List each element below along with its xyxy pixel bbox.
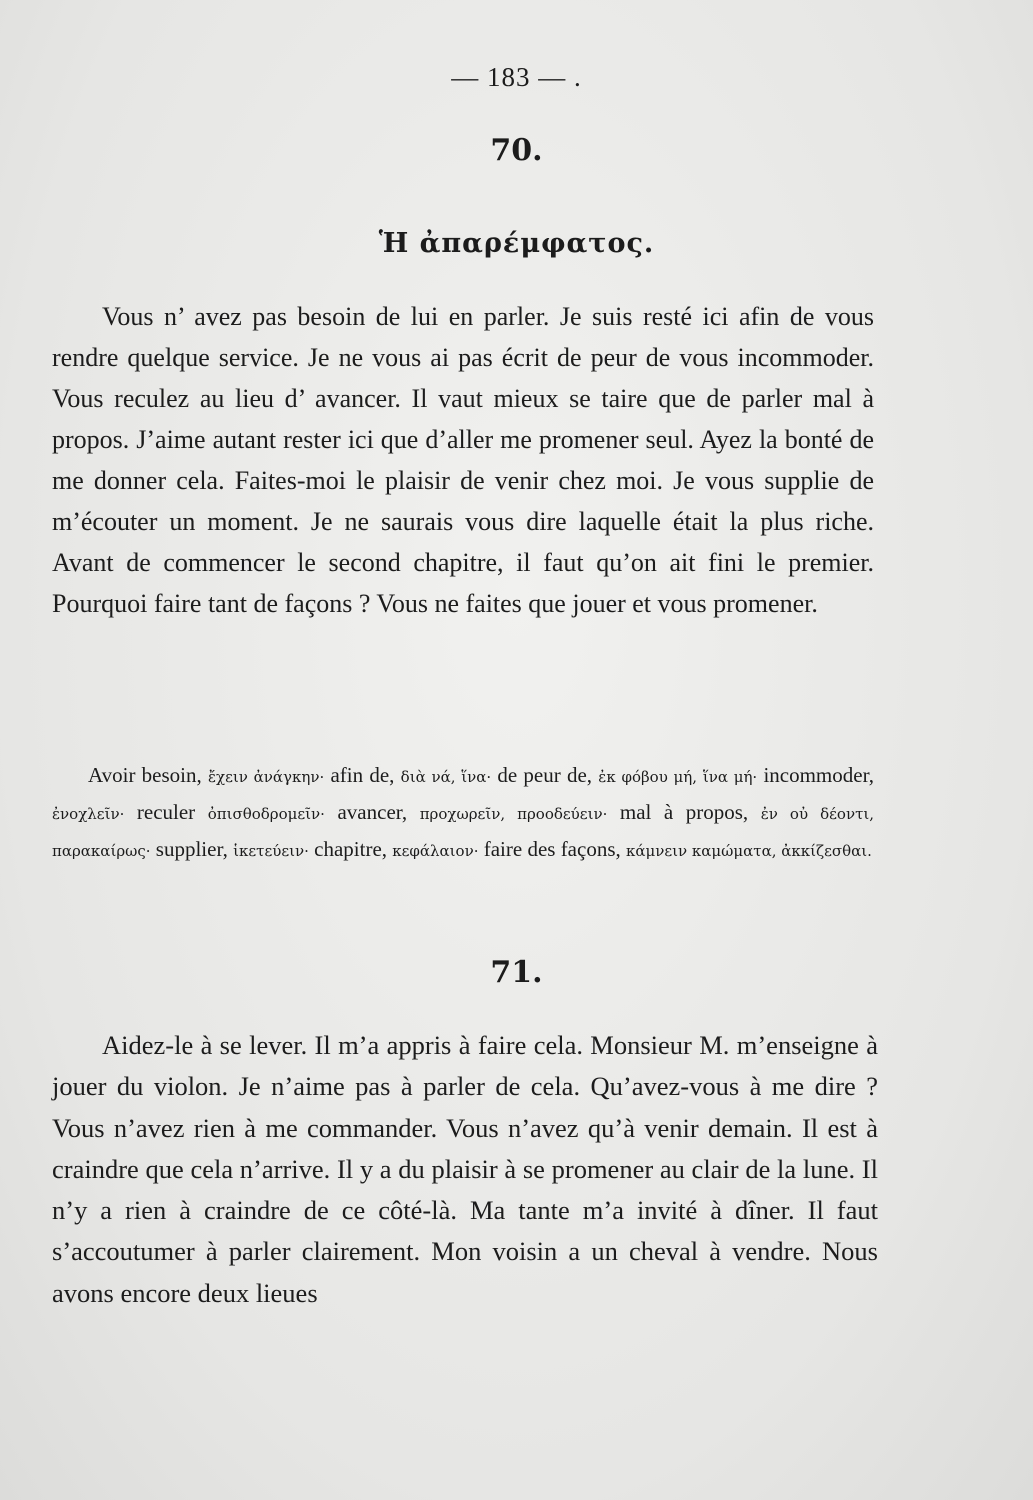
section-heading: Ἡ ἀπαρέμφατος. <box>378 228 655 259</box>
vocabulary-notes <box>52 758 874 869</box>
vocab-fr: supplier, <box>155 837 228 861</box>
vocab-gr: διὰ νά, ἵνα· <box>400 768 492 786</box>
vocab-gr: ἔχειν ἀνάγκην· <box>207 768 325 786</box>
vocab-fr: faire des façons, <box>483 837 621 861</box>
vocab-gr: προχωρεῖν, προοδεύειν· <box>419 805 608 823</box>
vocab-gr: κάμνειν καμώματα, ἀκκίζεσθαι. <box>626 842 872 860</box>
vocab-fr: chapitre, <box>314 837 388 861</box>
vocab-fr: mal à propos, <box>619 800 749 824</box>
exercise-text-71: Aidez-le à se lever. Il m’a appris à faire cela. Monsieur M. m’enseigne à jouer du violon. Je n’aime pas à parler de cela. Qu’avez-vous à me dire ? Vous n’avez rien à me commander. Vous n’avez qu’à venir demain. Il est à craindre que cela n’arrive. Il y a du plaisir à se promener au clair de la lune. Il n’y a rien à craindre de ce côté-là. Ma tante m’a invité à dîner. Il faut s’accoutumer à parler clairement. Mon voisin a un cheval à vendre. Nous avons encore deux lieues <box>52 1030 878 1308</box>
vocab-gr: ἐνοχλεῖν· <box>52 805 125 823</box>
section-number-70: 70. <box>490 133 543 168</box>
vocab-fr: afin de, <box>330 763 395 787</box>
vocab-fr: reculer <box>136 800 196 824</box>
vocab-gr: ἐκ φόβου μή, ἵνα μή· <box>598 768 758 786</box>
vocab-fr: Avoir besoin, <box>88 763 202 787</box>
exercise-text-70: Vous n’ avez pas besoin de lui en parler. Je suis resté ici afin de vous rendre quelque service. Je ne vous ai pas écrit de peur de vous incommoder. Vous reculez au lieu d’ avancer. Il vaut mieux se taire que de parler mal à propos. J’aime autant rester ici que d’aller me promener seul. Ayez la bonté de me donner cela. Faites-moi le plaisir de venir chez moi. Je vous supplie de m’écouter un moment. Je ne saurais vous dire laquelle était la plus riche. Avant de commencer le second chapitre, il faut qu’on ait fini le premier. Pourquoi faire tant de façons ? Vous ne faites que jouer et vous promener. <box>52 302 874 618</box>
vocab-gr: ἐν οὐ δέοντι, παρακαίρως· <box>52 805 875 860</box>
vocab-fr: incommoder, <box>763 763 874 787</box>
vocab-gr: ἱκετεύειν· <box>233 842 309 860</box>
section-number-71: 71. <box>490 955 543 990</box>
vocab-fr: de peur de, <box>497 763 593 787</box>
vocab-fr: avancer, <box>337 800 408 824</box>
vocab-gr: κεφάλαιον· <box>392 842 479 860</box>
page-number: — 183 — . <box>451 62 582 92</box>
vocab-gr: ὀπισθοδρομεῖν· <box>207 805 325 823</box>
